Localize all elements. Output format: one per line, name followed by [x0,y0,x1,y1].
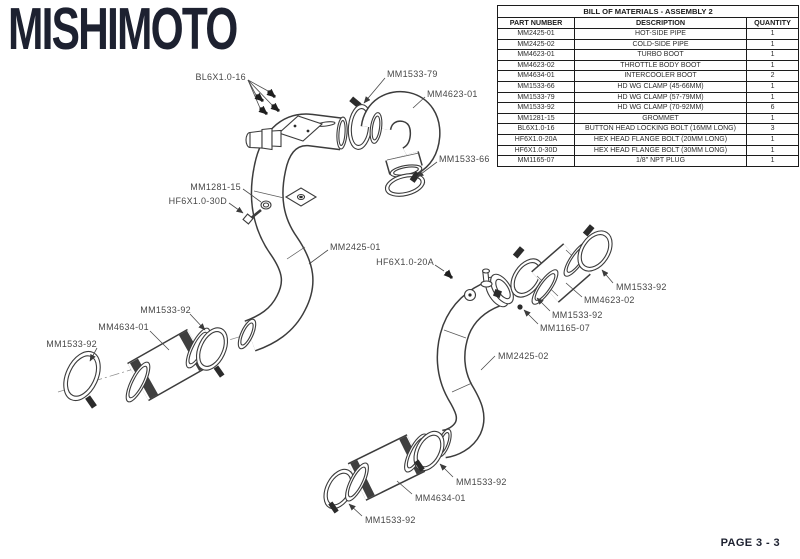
bom-quantity: 1 [747,81,799,92]
callout-hot-side-pipe: MM2425-01 [330,242,381,252]
bom-part-number: MM1165-07 [498,156,575,167]
bom-quantity: 1 [747,50,799,61]
bom-quantity: 1 [747,156,799,167]
callout-clamp-70-92-cold-upper-left: MM1533-92 [552,310,603,320]
callout-npt-plug: MM1165-07 [540,323,591,333]
bom-quantity: 3 [747,124,799,135]
callout-clamp-45-66: MM1533-66 [439,154,490,164]
callout-clamp-70-92-cold-lower-left: MM1533-92 [365,515,416,525]
cold-side-pipe-drawing [434,269,523,459]
bom-description: HOT-SIDE PIPE [575,29,747,40]
callout-clamp-70-92-cold-upper-right: MM1533-92 [616,282,667,292]
bom-description: BUTTON HEAD LOCKING BOLT (16MM LONG) [575,124,747,135]
bom-quantity: 6 [747,103,799,114]
bom-part-number: HF6X1.0-30D [498,145,575,156]
callout-clamp-57-79: MM1533-79 [387,69,438,79]
npt-plug-drawing [517,304,522,309]
hot-side-pipe-drawing [235,117,348,351]
callout-intercooler-boot-hot: MM4634-01 [98,322,149,332]
bom-description: GROMMET [575,113,747,124]
bom-part-number: BL6X1.0-16 [498,124,575,135]
bom-col-quantity: QUANTITY [747,18,799,29]
callout-clamp-70-92-hot-left: MM1533-92 [46,339,97,349]
bom-description: HEX HEAD FLANGE BOLT (30MM LONG) [575,145,747,156]
button-head-bolt-glyph [260,108,267,114]
bom-description: HEX HEAD FLANGE BOLT (20MM LONG) [575,134,747,145]
bom-quantity: 1 [747,145,799,156]
bom-col-part-number: PART NUMBER [498,18,575,29]
bom-description: HD WG CLAMP (45-66MM) [575,81,747,92]
callout-throttle-body-boot: MM4623-02 [584,295,635,305]
bom-title: BILL OF MATERIALS - ASSEMBLY 2 [498,6,799,18]
callout-hex-bolt-30mm: HF6X1.0-30D [168,196,227,206]
bom-quantity: 1 [747,134,799,145]
bom-part-number: MM1533-79 [498,92,575,103]
bom-part-number: MM2425-02 [498,39,575,50]
bom-part-number: MM4623-01 [498,50,575,61]
bom-description: HD WG CLAMP (70-92MM) [575,103,747,114]
bom-part-number: MM1281-15 [498,113,575,124]
clamp-70-92-hot-left-drawing [57,346,108,409]
callout-intercooler-boot-cold: MM4634-01 [415,493,466,503]
bom-part-number: MM1533-92 [498,103,575,114]
bom-description: 1/8" NPT PLUG [575,156,747,167]
bom-quantity: 1 [747,92,799,103]
bom-description: COLD-SIDE PIPE [575,39,747,50]
page-number: PAGE 3 - 3 [720,537,780,549]
bom-part-number: MM4623-02 [498,60,575,71]
bom-quantity: 1 [747,29,799,40]
bom-part-number: HF6X1.0-20A [498,134,575,145]
bom-quantity: 1 [747,60,799,71]
turbo-boot-drawing [368,106,425,179]
bom-col-description: DESCRIPTION [575,18,747,29]
callout-button-head-bolts: BL6X1.0-16 [195,72,246,82]
callout-turbo-boot: MM4623-01 [427,89,478,99]
bom-quantity: 1 [747,113,799,124]
button-head-bolt-glyph [256,95,263,101]
bom-description: HD WG CLAMP (57-79MM) [575,92,747,103]
bom-description: INTERCOOLER BOOT [575,71,747,82]
hex-flange-bolt-glyph [446,272,452,278]
bom-description: TURBO BOOT [575,50,747,61]
mishimoto-logo: MISHIMOTO [8,0,237,62]
bom-description: THROTTLE BODY BOOT [575,60,747,71]
bom-part-number: MM4634-01 [498,71,575,82]
bom-quantity: 2 [747,71,799,82]
bom-part-number: MM1533-66 [498,81,575,92]
button-head-bolt-glyph [272,105,279,111]
callout-grommet: MM1281-15 [190,182,241,192]
callout-clamp-70-92-cold-lower-right: MM1533-92 [456,477,507,487]
callout-hex-bolt-20mm: HF6X1.0-20A [376,257,434,267]
button-head-bolt-glyph [268,91,275,97]
bom-part-number: MM2425-01 [498,29,575,40]
callout-clamp-70-92-hot-right: MM1533-92 [140,305,191,315]
callout-cold-side-pipe: MM2425-02 [498,351,549,361]
bom-quantity: 1 [747,39,799,50]
